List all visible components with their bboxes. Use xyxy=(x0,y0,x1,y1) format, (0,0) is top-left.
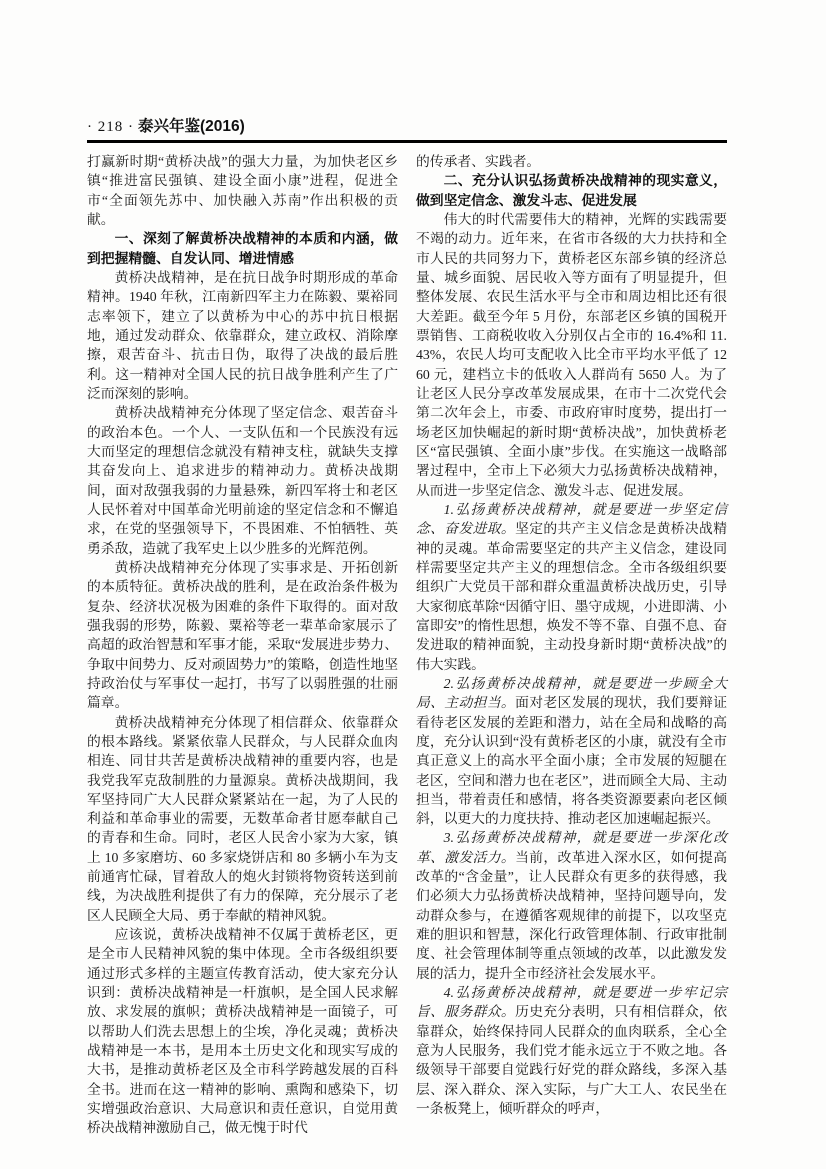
left-column xyxy=(87,152,398,1138)
section-heading xyxy=(87,229,398,268)
text-run: 伟大的时代需要伟大的精神，光辉的实践需要不竭的动力。近年来，在省市各级的大力扶持和全市人民的共同努力下，黄桥老区东部乡镇的经济总量、城乡面貌、居民收入等方面有了明显提升，但整体发展、农民生活水平与全市和周边相比还有很大差距。截至今年 5 月份，东部老区乡镇的国税开票销售、工商税收收入分别仅占全市的 16.4%和 11.43%，农民人均可支配收入比全市平均水平低了 1260 元，建档立卡的低收入人群尚有 5650 人。为了让老区人民分享改革发展成果，在市十二次党代会第二次年会上，市委、市政府审时度势，提出打一场老区加快崛起的新时期“黄桥决战”，加快黄桥老区“富民强镇、全面小康”步伐。在实施这一战略部署过程中，全市上下必须大力弘扬黄桥决战精神，从而进一步坚定信念、激发斗志、促进发展。 xyxy=(416,211,727,498)
paragraph xyxy=(87,152,398,229)
paragraph xyxy=(87,268,398,403)
text-run: 黄桥决战精神充分体现了实事求是、开拓创新的本质特征。黄桥决战的胜利，是在政治条件极为复杂、经济状况极为困难的条件下取得的。面对敌强我弱的形势，陈毅、粟裕等老一辈革命家展示了高超的政治智慧和军事才能，采取“发展进步势力、争取中间势力、反对顽固势力”的策略，创造性地坚持政治仗与军事仗一起打，书写了以弱胜强的壮丽篇章。 xyxy=(87,559,398,711)
paragraph xyxy=(416,500,727,674)
text-run: 一、深刻了解黄桥决战精神的本质和内涵，做到把握精髓、自发认同、增进情感 xyxy=(87,231,398,266)
page-header xyxy=(87,114,727,136)
paragraph xyxy=(87,713,398,926)
paragraph xyxy=(87,403,398,558)
text-run: 的传承者、实践者。 xyxy=(416,154,541,169)
text-run: 黄桥决战精神充分体现了相信群众、依靠群众的根本路线。紧紧依靠人民群众，与人民群众血肉相连、同甘共苦是黄桥决战精神的重要内容，也是我党我军克敌制胜的力量源泉。黄桥决战期间，我军坚持同广大人民群众紧紧站在一起，为了人民的利益和革命事业的需要，无数革命者甘愿奉献自己的青春和生命。同时，老区人民舍小家为大家，镇上 10 多家磨坊、60 多家烧饼店和 80 多辆小车为支前通宵忙碌，冒着敌人的炮火封锁将物资转送到前线，为决战胜利提供了有力的保障，充分展示了老区人民顾全大局、勇于奉献的精神风貌。 xyxy=(87,714,398,923)
kaiti-lead-run: 4.弘扬黄桥决战精神，就是要进一步牢记宗旨、服务群众。 xyxy=(416,985,727,1020)
dot-right: · xyxy=(128,119,134,135)
right-column xyxy=(416,152,727,1138)
paragraph xyxy=(416,983,727,1118)
text-run: 面对老区发展的现状，我们要辩证看待老区发展的差距和潜力，站在全局和战略的高度，充分认识到“没有黄桥老区的小康，就没有全市真正意义上的高水平全面小康；全市发展的短腿在老区，空间和潜力也在老区”，进而顾全大局、主动担当，带着责任和感情，将各类资源要素向老区倾斜，以更大的力度扶持、推动老区加速崛起振兴。 xyxy=(416,695,728,827)
header-rule xyxy=(87,140,727,143)
text-run: 二、充分认识弘扬黄桥决战精神的现实意义，做到坚定信念、激发斗志、促进发展 xyxy=(416,173,727,208)
page-number xyxy=(87,119,134,135)
kaiti-lead-run: 2.弘扬黄桥决战精神，就是要进一步顾全大局、主动担当。 xyxy=(416,675,727,711)
paragraph xyxy=(87,925,398,1138)
paragraph xyxy=(416,674,727,829)
text-columns xyxy=(87,152,727,1138)
dot-left: · xyxy=(87,119,93,135)
text-run: 应该说，黄桥决战精神不仅属于黄桥老区，更是全市人民精神风貌的集中体现。全市各级组织要通过形式多样的主题宣传教育活动，使大家充分认识到：黄桥决战精神是一杆旗帜，是全国人民求解放、求发展的旗帜；黄桥决战精神是一面镜子，可以帮助人们洗去思想上的尘埃，净化灵魂；黄桥决战精神是一本书，是用本土历史文化和现实写成的大书，是推动黄桥老区及全市科学跨越发展的百科全书。进而在这一精神的影响、熏陶和感染下，切实增强政治意识、大局意识和责任意识，自觉用黄桥决战精神激励自己，做无愧于时代 xyxy=(87,927,398,1136)
text-run: 黄桥决战精神充分体现了坚定信念、艰苦奋斗的政治本色。一个人、一支队伍和一个民族没有远大而坚定的理想信念就没有精神支柱，就缺失支撑其奋发向上、追求进步的精神动力。黄桥决战期间，面对敌强我弱的力量悬殊，新四军将士和老区人民怀着对中国革命光明前途的坚定信念和不懈追求，在党的坚强领导下，不畏困难、不怕牺牲、英勇杀敌，造就了我军史上以少胜多的光辉范例。 xyxy=(87,405,398,556)
paragraph xyxy=(416,152,727,171)
text-run: 历史充分表明，只有相信群众，依靠群众，始终保持同人民群众的血肉联系，全心全意为人民服务，我们党才能永远立于不败之地。各级领导干部要自觉践行好党的群众路线，多深入基层、深入群众、深入实际，与广大工人、农民坐在一条板凳上，倾听群众的呼声， xyxy=(416,1004,728,1117)
text-run: 打赢新时期“黄桥决战”的强大力量，为加快老区乡镇“推进富民强镇、建设全面小康”进程，促进全市“全面领先苏中、加快融入苏南”作出积极的贡献。 xyxy=(87,154,398,227)
text-run: 坚定的共产主义信念是黄桥决战精神的灵魂。革命需要坚定的共产主义信念，建设同样需要坚定共产主义的理想信念。全市各级组织要组织广大党员干部和群众重温黄桥决战历史，引导大家彻底革除“因循守旧、墨守成规，小进即满、小富即安”的惰性思想，焕发不等不靠、自强不息、奋发进取的精神面貌，主动投身新时期“黄桥决战”的伟大实践。 xyxy=(416,521,728,672)
kaiti-lead-run: 1.弘扬黄桥决战精神，就是要进一步坚定信念、奋发进取。 xyxy=(416,501,727,537)
book-title: 泰兴年鉴(2016) xyxy=(138,118,245,135)
paragraph xyxy=(87,558,398,713)
kaiti-lead-run: 3.弘扬黄桥决战精神，就是要进一步深化改革、激发活力。 xyxy=(416,830,727,865)
page-number-value: 218 xyxy=(97,119,124,135)
text-run: 当前，改革进入深水区，如何提高改革的“含金量”，让人民群众有更多的获得感，我们必须大力弘扬黄桥决战精神，坚持问题导向，发动群众参与，在遵循客观规律的前提下，以攻坚克难的胆识和智慧，深化行政管理体制、行政审批制度、社会管理体制等重点领域的改革，以此激发发展的活力，提升全市经济社会发展水平。 xyxy=(416,849,728,981)
section-heading xyxy=(416,171,727,210)
text-run: 黄桥决战精神，是在抗日战争时期形成的革命精神。1940 年秋，江南新四军主力在陈毅、粟裕同志率领下，建立了以黄桥为中心的苏中抗日根据地，通过发动群众、依靠群众，建立政权、消除摩擦，艰苦奋斗、抗击日伪，取得了决战的最后胜利。这一精神对全国人民的抗日战争胜利产生了广泛而深刻的影响。 xyxy=(87,269,398,401)
paragraph xyxy=(416,210,727,500)
paragraph xyxy=(416,828,727,983)
